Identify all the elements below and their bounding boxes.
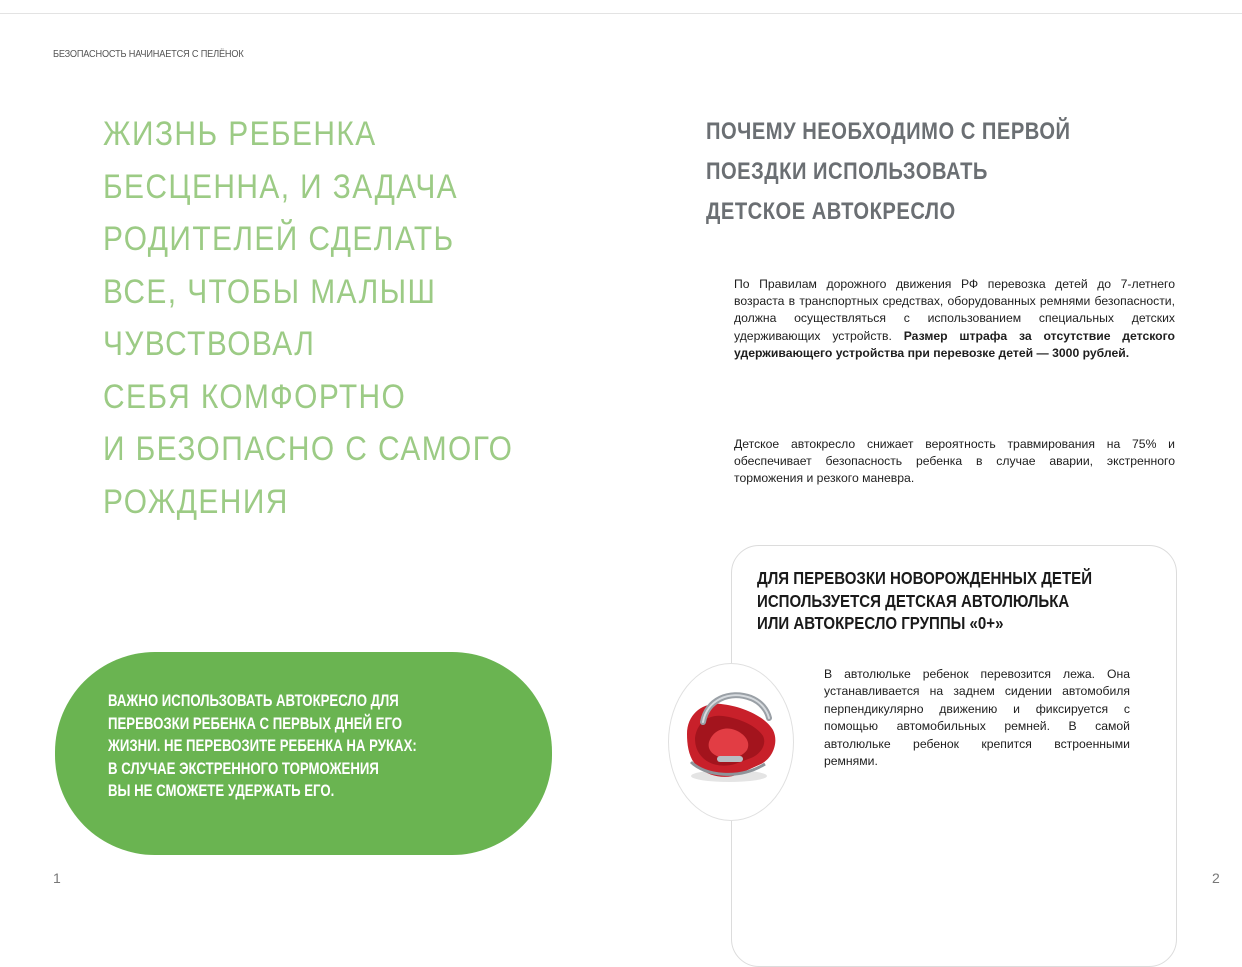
card-heading-line: ИЛИ АВТОКРЕСЛО ГРУППЫ «0+» — [757, 613, 1004, 633]
callout-line: ЖИЗНИ. НЕ ПЕРЕВОЗИТЕ РЕБЕНКА НА РУКАХ: — [108, 737, 417, 755]
fine-text: Размер штрафа за отсутствие детского удерживающего устройства при перевозке детей — 3000 рублей. — [734, 328, 1175, 360]
callout-line: ПЕРЕВОЗКИ РЕБЕНКА С ПЕРВЫХ ДНЕЙ ЕГО — [108, 714, 403, 733]
section-heading — [706, 112, 1071, 232]
heading-line: ПОЕЗДКИ ИСПОЛЬЗОВАТЬ — [706, 158, 988, 185]
main-quote — [103, 108, 517, 528]
card-heading-line: ИСПОЛЬЗУЕТСЯ ДЕТСКАЯ АВТОЛЮЛЬКА — [757, 590, 1070, 611]
quote-line: ЖИЗНЬ РЕБЕНКА — [103, 115, 377, 153]
card-heading-line: ДЛЯ ПЕРЕВОЗКИ НОВОРОЖДЕННЫХ ДЕТЕЙ — [757, 568, 1093, 588]
page-number-left: 1 — [53, 870, 61, 886]
heading-line: ПОЧЕМУ НЕОБХОДИМО С ПЕРВОЙ — [706, 118, 1071, 145]
card-heading — [757, 567, 1092, 635]
callout-line: ВАЖНО ИСПОЛЬЗОВАТЬ АВТОКРЕСЛО ДЛЯ — [108, 692, 399, 710]
infant-car-seat-icon — [668, 663, 794, 821]
quote-line: ВСЕ, ЧТОБЫ МАЛЫШ — [103, 272, 437, 311]
top-divider — [0, 13, 1242, 14]
quote-line: РОЖДЕНИЯ — [103, 482, 289, 521]
running-header: БЕЗОПАСНОСТЬ НАЧИНАЕТСЯ С ПЕЛЁНОК — [53, 49, 244, 60]
quote-line: И БЕЗОПАСНО С САМОГО — [103, 430, 514, 468]
quote-line: РОДИТЕЛЕЙ СДЕЛАТЬ — [103, 220, 455, 258]
callout-line: В СЛУЧАЕ ЭКСТРЕННОГО ТОРМОЖЕНИЯ — [108, 759, 379, 778]
quote-line: СЕБЯ КОМФОРТНО — [103, 377, 407, 416]
page-number-right: 2 — [1212, 870, 1220, 886]
callout-text — [108, 690, 452, 803]
card-body-text: В автолюльке ребенок перевозится лежа. Она устанавливается на заднем сидении автомобиля перпендикулярно движению и фиксируется с помощью автомобильных ремней. В самой автолюльке ребенок крепится встроенными ремнями. — [824, 667, 1130, 769]
quote-line: ЧУВСТВОВАЛ — [103, 325, 316, 363]
heading-line: ДЕТСКОЕ АВТОКРЕСЛО — [706, 198, 956, 225]
rules-paragraph — [734, 276, 1175, 362]
callout-line: ВЫ НЕ СМОЖЕТЕ УДЕРЖАТЬ ЕГО. — [108, 782, 335, 800]
rules-text: По Правилам дорожного движения РФ перевозка детей до 7-летнего возраста в транспортных средствах, оборудованных ремнями безопасности, должна осуществляться с использованием специальных детских удерживающих устройств. — [734, 277, 1175, 343]
safety-paragraph: Детское автокресло снижает вероятность травмирования на 75% и обеспечивает безопасность ребенка в случае аварии, экстренного торможения и резкого маневра. — [734, 437, 1175, 486]
quote-line: БЕСЦЕННА, И ЗАДАЧА — [103, 167, 459, 206]
